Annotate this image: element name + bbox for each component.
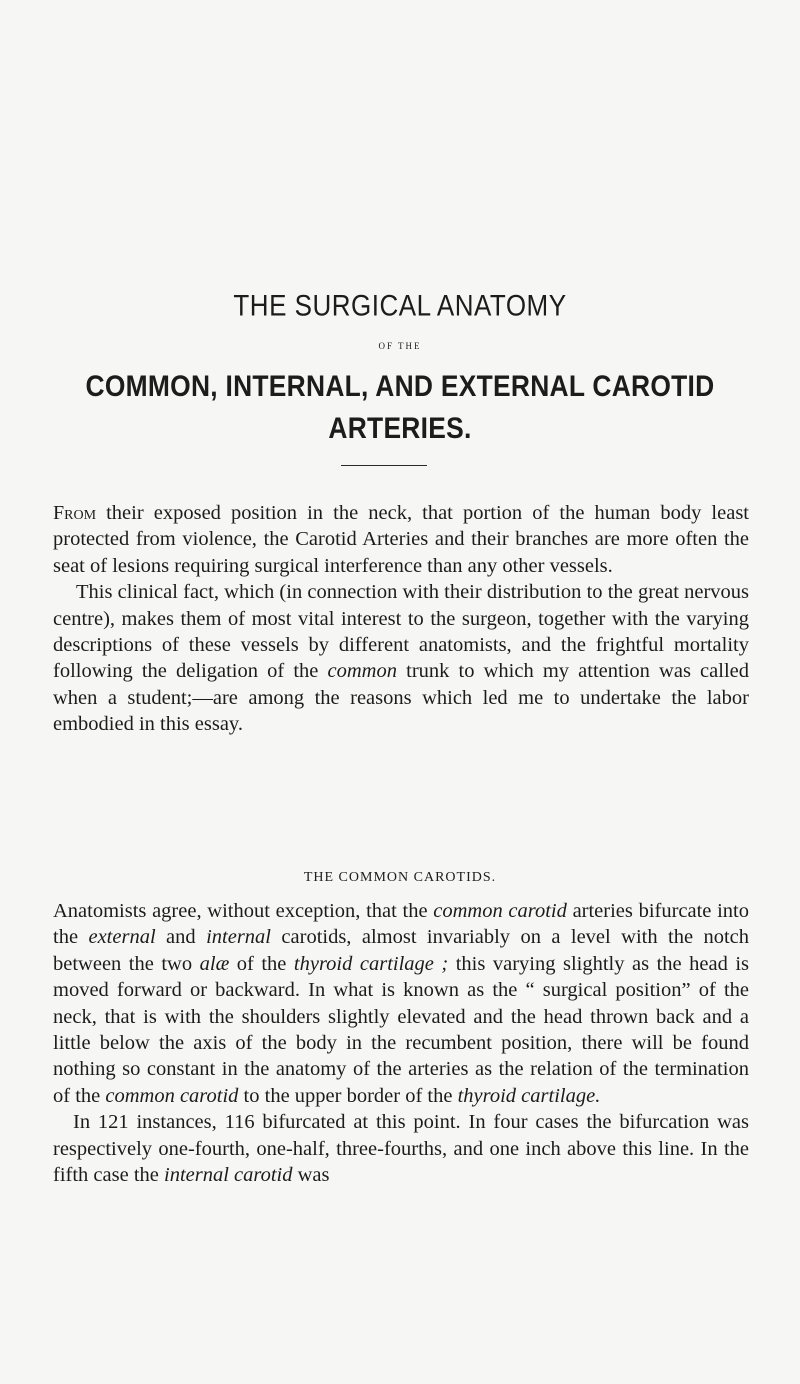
paragraph-instances	[53, 1109, 749, 1188]
common-carotids-section	[53, 898, 749, 1188]
title-connector: OF THE	[378, 341, 422, 351]
para3-text-c: and	[155, 926, 207, 949]
para4-text-a: In 121 instances, 116 bifurcated at this point. In four cases the bifurcation was respectively one-fourth, one-half, three-fourths, and one inch above this line. In the fifth case the	[53, 1111, 749, 1187]
para2-emphasis: common	[327, 660, 397, 683]
subtitle-line-1: COMMON, INTERNAL, AND EXTERNAL CAROTID	[85, 370, 715, 403]
para4-emphasis: internal carotid	[164, 1164, 293, 1187]
para3-text-b: arteries bifurcate into the	[53, 900, 749, 949]
intro-section	[53, 500, 749, 738]
page-subtitle	[48, 366, 752, 450]
para2-text-end: trunk to which my attention was called when a student;—are among the reasons which led me to undertake the labor embodied in this essay.	[53, 660, 749, 736]
page-title: THE SURGICAL ANATOMY	[233, 287, 567, 323]
section-heading: THE COMMON CAROTIDS.	[303, 870, 497, 885]
intro-text: their exposed position in the neck, that portion of the human body least protected from violence, the Carotid Arteries and their branches are more often the seat of lesions requiring surgical interference than any other vessels.	[53, 502, 749, 577]
para2-text: This clinical fact, which (in connection with their distribution to the great nervous centre), makes them of most vital interest to the surgeon, together with the varying descriptions of these vessels by different anatomists, and the frightful mortality following the deligation of the	[53, 581, 749, 683]
para3-text-g: to the upper border of the	[238, 1084, 458, 1107]
title-divider	[341, 465, 427, 466]
subtitle-line-2: ARTERIES.	[328, 412, 472, 445]
para3-em-2: external	[88, 926, 156, 949]
para3-em-4: alæ	[199, 952, 230, 975]
paragraph-anatomists	[53, 898, 749, 1109]
paragraph-clinical-fact	[53, 579, 749, 737]
para4-text-b: was	[292, 1164, 330, 1187]
para3-text-a: Anatomists agree, without exception, that the	[53, 900, 434, 922]
para3-text-d: carotids, almost invariably on a level with the notch between the two	[53, 926, 750, 975]
para3-em-6: common carotid	[105, 1084, 239, 1107]
para3-text-e: of the	[229, 952, 294, 975]
para3-text-f: this varying slightly as the head is moved forward or backward. In what is known as the “ surgical position” of the neck, that is with the shoulders slightly elevated and the head thrown back and a little below the axis of the body in the recumbent position, there will be found nothing so constant in the anatomy of the arteries as the relation of the termination of the	[53, 952, 750, 1107]
paragraph-intro	[53, 500, 749, 579]
para3-em-1: common carotid	[433, 900, 567, 922]
para3-em-5: thyroid cartilage ;	[293, 952, 449, 975]
para3-em-7: thyroid cartilage.	[457, 1084, 601, 1107]
para3-em-3: internal	[206, 926, 271, 949]
drop-lead-word: From	[53, 502, 97, 524]
